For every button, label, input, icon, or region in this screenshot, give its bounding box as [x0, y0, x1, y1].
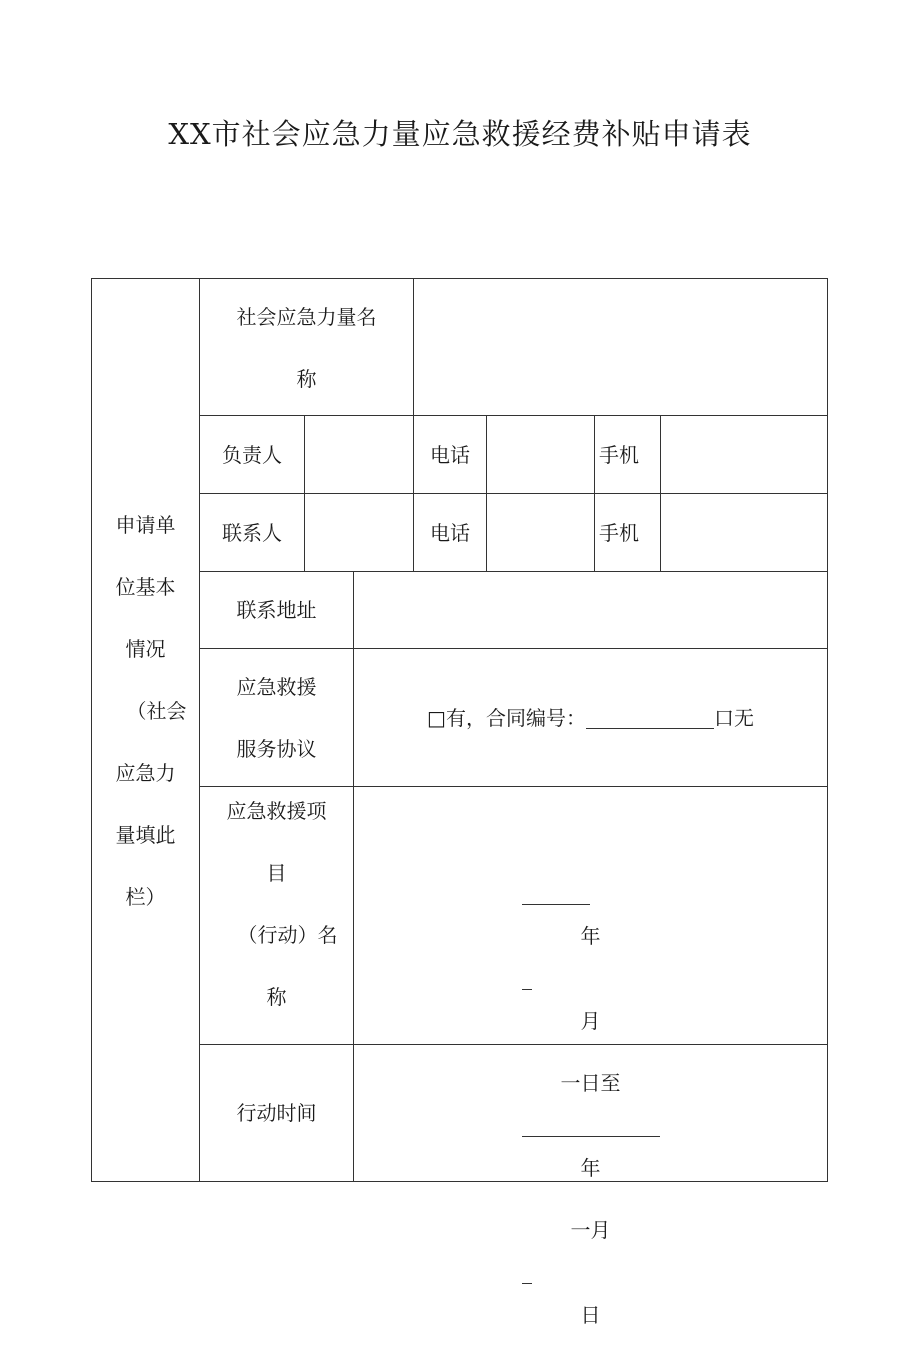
agreement-yes-option[interactable]: □有，合同编号：: [427, 705, 586, 730]
leader-field[interactable]: [305, 416, 413, 493]
end-year-label: 年: [580, 1156, 601, 1180]
section-label-line: 情况: [125, 637, 166, 661]
contact-phone-field[interactable]: [487, 494, 594, 571]
end-year-blank[interactable]: [522, 1114, 660, 1137]
org-name-field[interactable]: [414, 279, 827, 415]
leader-phone-label: 电话: [430, 442, 470, 467]
project-label: [200, 774, 353, 1034]
project-label-line: 应急救援项: [226, 799, 327, 823]
application-form: [91, 278, 828, 1327]
table-border-right: [827, 278, 828, 1182]
leader-mobile-field[interactable]: [661, 416, 827, 493]
agreement-no-option[interactable]: 口无: [713, 705, 754, 730]
org-name-label-line: 社会应急力量名: [236, 305, 377, 329]
contact-field[interactable]: [305, 494, 413, 571]
project-label-line: （行动）名: [237, 923, 338, 947]
action-time-label: 行动时间: [236, 1101, 317, 1125]
agreement-label-line: 应急救援: [236, 675, 317, 699]
start-month-blank[interactable]: [522, 967, 532, 990]
section-label-line: 应急力: [115, 761, 176, 785]
action-time-field: [354, 924, 827, 1327]
contact-mobile-field[interactable]: [661, 494, 827, 571]
agreement-field: [354, 649, 827, 786]
start-year-label: 年: [580, 924, 601, 948]
action-time-line-1: [522, 882, 660, 1284]
address-label: 联系地址: [236, 598, 317, 622]
start-year-blank[interactable]: [522, 882, 590, 905]
leader-mobile-label: 手机: [599, 442, 639, 467]
end-day-label: 日: [580, 1303, 601, 1327]
page-title: XX市社会应急力量应急救援经费补贴申请表: [168, 117, 752, 151]
project-label-line: 称: [266, 985, 287, 1009]
contract-number-field[interactable]: [586, 706, 714, 729]
org-name-label-line: 称: [296, 367, 317, 391]
leader-phone-field[interactable]: [487, 416, 594, 493]
end-month-label: 一月: [570, 1218, 611, 1242]
agreement-label-line: 服务协议: [236, 737, 317, 761]
section-label-line: 申请单: [115, 513, 176, 537]
start-month-label: 月: [580, 1009, 601, 1033]
address-field[interactable]: [354, 572, 827, 648]
start-day-label: 一日至: [560, 1071, 621, 1095]
section-label: [92, 494, 199, 928]
section-label-line: 位基本: [115, 575, 176, 599]
end-day-blank[interactable]: [522, 1261, 532, 1284]
leader-label: 负责人: [222, 442, 282, 467]
contact-label: 联系人: [222, 520, 282, 545]
section-label-line: 量填此: [115, 823, 176, 847]
section-label-line: （社会: [126, 699, 187, 723]
project-label-line: 目: [266, 861, 287, 885]
contact-mobile-label: 手机: [599, 520, 639, 545]
section-label-line: 栏）: [125, 885, 166, 909]
contact-phone-label: 电话: [430, 520, 470, 545]
table-border-bottom: [91, 1181, 828, 1182]
agreement-label: [200, 656, 353, 780]
org-name-label: [200, 286, 413, 410]
